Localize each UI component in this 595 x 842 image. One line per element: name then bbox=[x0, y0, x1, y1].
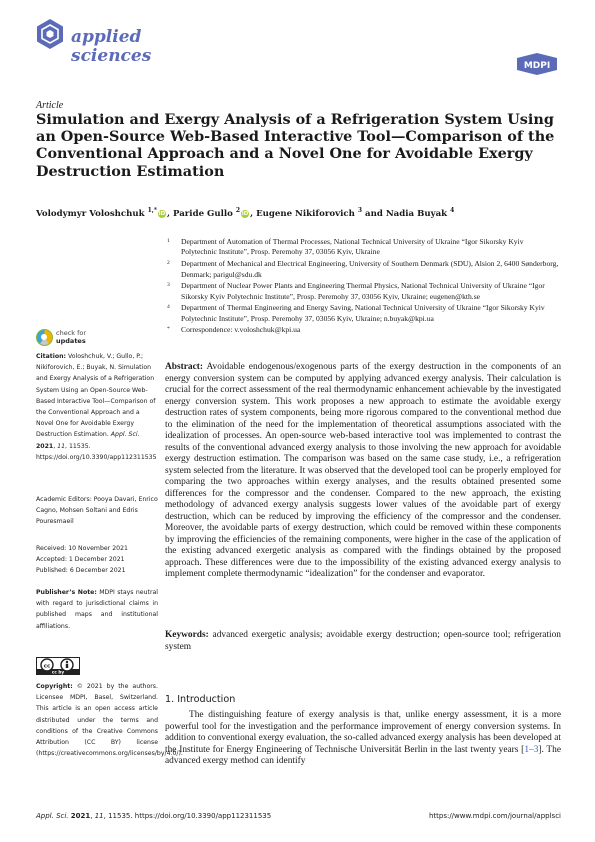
author-name: Paride Gullo bbox=[172, 208, 233, 219]
footer-journal-url[interactable]: https://www.mdpi.com/journal/applsci bbox=[428, 812, 561, 820]
publisher-note bbox=[36, 587, 158, 632]
published-date: Published: 6 December 2021 bbox=[36, 567, 126, 575]
affiliation-text: Department of Thermal Engineering and Energy Saving, National Technical University of Ukraine “Igor Sikorsky Kyiv Polytechnic Institute”, Prosp. Peremohy 37, 03056 Kyiv, Ukraine; n.buyak@kpi.ua bbox=[181, 303, 545, 323]
citation-volume: 11 bbox=[57, 442, 66, 450]
orcid-icon[interactable]: iD bbox=[241, 210, 249, 217]
article-type: Article bbox=[36, 100, 64, 111]
affiliation-number: 3 bbox=[167, 282, 170, 289]
section-heading: 1. Introduction bbox=[165, 694, 236, 705]
cc-by-license-icon[interactable] bbox=[36, 657, 80, 675]
citation-label: Citation: bbox=[36, 353, 67, 360]
author-separator: , bbox=[250, 208, 257, 219]
copyright-block bbox=[36, 681, 183, 759]
check-updates-line1: check for bbox=[56, 329, 87, 337]
mdpi-logo-text: MDPI bbox=[523, 61, 551, 71]
citation-text: Voloshchuk, V.; Gullo, P.; Nikiforovich, E.; Buyak, N. Simulation and Exergy Analysis of a Refrigeration System Using an Open-Source Web-Based Interactive Tool—Comparison of the Conventional Approach and a Novel One for Avoidable Exergy Destruction Estimation. bbox=[36, 353, 156, 439]
orcid-icon[interactable]: iD bbox=[158, 210, 166, 217]
keywords bbox=[165, 630, 561, 653]
academic-editors: Academic Editors: Pooya Davari, Enrico Cagno, Mohsen Soltani and Edris Pouresmaeil bbox=[36, 496, 158, 526]
affiliation-item bbox=[165, 281, 561, 302]
author-name: Volodymyr Voloshchuk bbox=[36, 208, 145, 219]
intro-text: The distinguishing feature of exergy analysis is that, unlike energy assessment, it is a more powerful tool for the investigation and the performance improvement of energy conversion systems. In addition to conventional exergy evaluation, the so-called advanced exergy analysis has been developed at the Institute for Energy Engineering of Technische Universität Berlin in the last twenty years [ bbox=[165, 710, 561, 755]
author-separator: , bbox=[167, 208, 173, 219]
reference-link[interactable]: 1–3 bbox=[524, 744, 539, 755]
abstract-text: Avoidable endogenous/exogenous parts of the exergy destruction in the components of an energy conversion system can be computed by applying advanced exergy analysis. Their calculation is crucial for the correct assessment of the real thermodynamic enhancement achievable by the investigated energy conversion system. This work proposes a new approach to estimate the avoidable exergy destruction rates of system components, being more rigorous compared to the conventional method due to the elimination of the need for the implementation of theoretical assumptions associated with the idealization of processes. An open-source web-based interactive tool was implemented to contrast the results of the conventional advanced exergy analysis to those involving the new approach for avoidable exergy destruction estimation. The comparison was based on the same case study, i.e., a refrigeration system selected from the literature. It was observed that the developed tool can be properly employed for comparing the two approaches within exergy analyses, and the results obtained presented some differences for the compressor and the condenser. Compared to the new approach, the existing methodology of advanced exergy analysis suggests lower values of the avoidable part of exergy destruction, which can be reduced by improving the efficiency of the compressor and the condenser. Moreover, the avoidable parts of exergy destruction, which could be removed within these components by improving the efficiencies of the remaining components, were higher in the case of the application of the existing advanced exergetic analysis as compared with the findings obtained by the proposed approach. These differences were due to the impossibility of the existing advanced exergy analysis to implement complete thermodynamic “idealization” for the condenser and evaporator. bbox=[165, 362, 562, 579]
footer-year: 2021 bbox=[70, 812, 91, 820]
author-list bbox=[36, 207, 556, 219]
abstract-label: Abstract: bbox=[165, 362, 204, 372]
dates-block bbox=[36, 543, 158, 577]
accepted-date: Accepted: 1 December 2021 bbox=[36, 556, 125, 564]
journal-name bbox=[71, 28, 151, 66]
affiliation-number: 1 bbox=[167, 238, 170, 244]
publisher-note-label: Publisher’s Note: bbox=[36, 589, 97, 596]
check-updates-line2: updates bbox=[56, 336, 86, 345]
copyright-label: Copyright: bbox=[36, 683, 73, 690]
received-date: Received: 10 November 2021 bbox=[36, 545, 128, 552]
affiliation-number: 4 bbox=[167, 304, 170, 311]
cc-by-label: cc by bbox=[51, 669, 65, 675]
affiliation-item bbox=[165, 237, 561, 258]
citation-year: 2021 bbox=[36, 442, 54, 450]
footer-journal: Appl. Sci. bbox=[36, 812, 69, 820]
journal-name-line1: applied bbox=[71, 27, 142, 47]
affiliation-number: 2 bbox=[167, 260, 170, 267]
author-separator: and bbox=[362, 208, 386, 219]
affiliations bbox=[165, 237, 561, 337]
affiliation-text: Correspondence: v.voloshchuk@kpi.ua bbox=[181, 325, 301, 335]
citation-journal: Appl. Sci. bbox=[110, 431, 140, 439]
svg-text:cc: cc bbox=[43, 663, 51, 670]
keywords-text: advanced exergetic analysis; avoidable exergy destruction; open-source tool; refrigeration system bbox=[165, 630, 561, 652]
intro-text-continued: ]. The advanced exergy method can identify bbox=[165, 744, 561, 766]
keywords-label: Keywords: bbox=[165, 630, 209, 640]
footer-doi[interactable]: , 11535. https://doi.org/10.3390/app112311535 bbox=[103, 812, 272, 820]
abstract bbox=[165, 362, 561, 581]
affiliation-text: Department of Automation of Thermal Processes, National Technical University of Ukraine “Igor Sikorsky Kyiv Polytechnic Institute”, Prosp. Peremohy 37, 03056 Kyiv, Ukraine bbox=[181, 237, 524, 257]
check-updates-icon bbox=[36, 329, 53, 346]
affiliation-item bbox=[165, 303, 561, 324]
author-affiliation-number: 2 bbox=[235, 207, 241, 214]
check-for-updates-button[interactable] bbox=[36, 329, 118, 349]
footer-citation: Appl. Sci. 2021, 11, 11535. https://doi.org/10.3390/app112311535 bbox=[36, 812, 272, 820]
affiliation-number: * bbox=[167, 326, 170, 333]
affiliation-item bbox=[165, 325, 561, 335]
publisher-note-text: MDPI stays neutral with regard to jurisdictional claims in published maps and institutional affiliations. bbox=[36, 589, 159, 630]
footer-volume: 11 bbox=[94, 812, 104, 820]
author-affiliation-number: 3 bbox=[357, 207, 363, 214]
page-title: Simulation and Exergy Analysis of a Refrigeration System Using an Open-Source Web-Based Interactive Tool—Comparison of the Conventional Approach and a Novel One for Avoidable Exergy Destruction Estimation bbox=[36, 111, 555, 180]
author-name: Nadia Buyak bbox=[385, 208, 448, 219]
author-affiliation-number: 4 bbox=[450, 207, 455, 214]
affiliation-text: Department of Mechanical and Electrical Engineering, University of Southern Denmark (SDU), Alsion 2, 6400 Sønderborg, Denmark; parigul@sdu.dk bbox=[181, 259, 559, 279]
author-name: Eugene Nikiforovich bbox=[256, 208, 355, 219]
citation-doi[interactable]: , 11535. https://doi.org/10.3390/app112311535 bbox=[36, 442, 157, 461]
mdpi-logo-icon bbox=[515, 52, 559, 76]
author-affiliation-number: 1,* bbox=[147, 207, 157, 214]
intro-paragraph bbox=[165, 710, 561, 768]
applied-sciences-logo-icon bbox=[36, 18, 64, 50]
affiliation-item bbox=[165, 259, 561, 280]
journal-name-line2: sciences bbox=[71, 46, 152, 66]
copyright-text: © 2021 by the authors. Licensee MDPI, Basel, Switzerland. This article is an open access article distributed under the terms and conditions of the Creative Commons Attribution (CC BY) license (https://creativecommons.org/licenses/by/4.0/). bbox=[36, 683, 183, 758]
affiliation-text: Department of Nuclear Power Plants and Engineering Thermal Physics, National Technical University of Ukraine “Igor Sikorsky Kyiv Polytechnic Institute”, Prosp. Peremohy 37, 03056 Kyiv, Ukraine; eugenen@kth.se bbox=[181, 281, 545, 301]
citation-block: Citation: Voloshchuk, V.; Gullo, P.; Nikiforovich, E.; Buyak, N. Simulation and Exergy Analysis of a Refrigeration System Using an Open-Source Web-Based Interactive Tool—Comparison of the Conventional Approach and a Novel One for Avoidable Exergy Destruction Estimation. Appl. Sci. 2021, 11, 11535. https://doi.org/10.3390/app112311535 bbox=[36, 353, 157, 461]
